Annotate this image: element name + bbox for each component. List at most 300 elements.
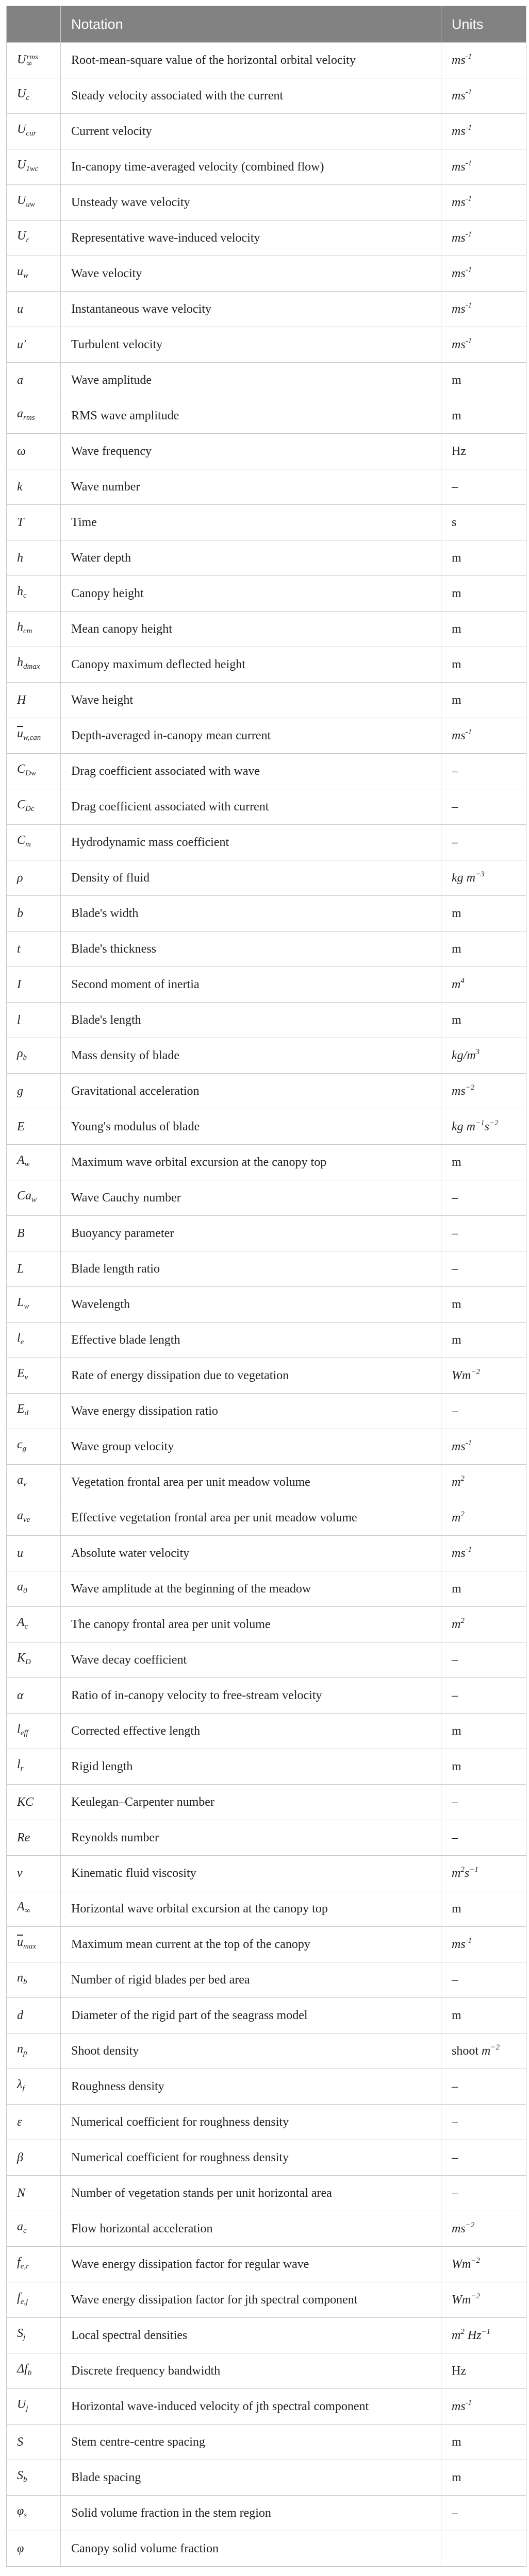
table-row xyxy=(7,896,526,931)
unit-exponent: -1 xyxy=(465,336,472,345)
symbol-cell xyxy=(7,2282,61,2318)
symbol-base: h xyxy=(17,655,23,669)
description-cell: Wave amplitude xyxy=(61,363,441,398)
symbol-cell xyxy=(7,2353,61,2389)
table-row xyxy=(7,860,526,896)
unit-base: – xyxy=(452,800,458,814)
symbol-base: l xyxy=(17,1722,21,1736)
symbol-base: a xyxy=(17,1509,23,1522)
symbol-subscript: d xyxy=(24,1409,29,1417)
unit-base: ms xyxy=(452,160,466,174)
unit-base: ms xyxy=(452,124,466,138)
symbol-cell xyxy=(7,1536,61,1571)
unit-cell xyxy=(441,576,526,612)
unit-base: m xyxy=(452,2435,461,2449)
unit-exponent: −1 xyxy=(469,1865,478,1874)
description-cell: Shoot density xyxy=(61,2033,441,2069)
symbol-subscript: D xyxy=(25,1657,31,1666)
table-row xyxy=(7,1642,526,1678)
unit-base: Wm xyxy=(452,1368,471,1382)
unit-cell xyxy=(441,1180,526,1216)
unit-base: – xyxy=(452,1404,458,1418)
symbol-base: A xyxy=(17,1615,25,1629)
description-cell: Water depth xyxy=(61,540,441,576)
symbol-base: Ca xyxy=(17,1189,32,1202)
unit-exponent: −1 xyxy=(475,1118,485,1127)
table-row xyxy=(7,2247,526,2282)
unit-cell xyxy=(441,931,526,967)
unit-base: m xyxy=(466,871,475,885)
symbol-base: f xyxy=(17,2291,21,2304)
symbol-subscript: uw xyxy=(26,200,35,209)
symbol-base: B xyxy=(17,1226,25,1240)
symbol-subscript: w,can xyxy=(23,733,41,742)
symbol-subscript: 1wc xyxy=(26,164,39,173)
symbol-base: S xyxy=(17,2435,23,2449)
description-cell: Absolute water velocity xyxy=(61,1536,441,1571)
description-cell: Instantaneous wave velocity xyxy=(61,292,441,327)
table-row xyxy=(7,505,526,540)
unit-base: s xyxy=(484,1120,489,1133)
symbol-subscript: r xyxy=(20,1764,24,1773)
symbol-cell xyxy=(7,2318,61,2353)
description-cell: Canopy maximum deflected height xyxy=(61,647,441,683)
unit-base: – xyxy=(452,2506,458,2520)
unit-cell xyxy=(441,505,526,540)
unit-cell xyxy=(441,1109,526,1145)
table-row xyxy=(7,1145,526,1180)
description-cell: Roughness density xyxy=(61,2069,441,2105)
unit-exponent: 2 xyxy=(460,1510,465,1518)
unit-base: m xyxy=(452,2470,461,2484)
symbol-base: S xyxy=(17,2468,23,2482)
unit-exponent: 2 xyxy=(460,1865,465,1874)
unit-cell xyxy=(441,2496,526,2531)
description-cell: Wave group velocity xyxy=(61,1429,441,1465)
table-row xyxy=(7,292,526,327)
unit-cell xyxy=(441,1714,526,1749)
unit-base: ms xyxy=(452,337,466,351)
unit-cell xyxy=(441,860,526,896)
description-cell: Wavelength xyxy=(61,1287,441,1323)
symbol-subscript: g xyxy=(22,1444,27,1453)
description-cell: Second moment of inertia xyxy=(61,967,441,1003)
unit-cell xyxy=(441,2033,526,2069)
unit-exponent: −1 xyxy=(481,2327,491,2336)
unit-cell xyxy=(441,789,526,825)
symbol-cell xyxy=(7,825,61,860)
symbol-base: a xyxy=(17,1580,23,1594)
symbol-subscript: w xyxy=(31,1195,37,1204)
symbol-base: β xyxy=(17,2150,23,2164)
symbol-cell xyxy=(7,221,61,256)
unit-base: m xyxy=(452,1333,461,1347)
symbol-cell xyxy=(7,1642,61,1678)
symbol-cell xyxy=(7,149,61,185)
description-cell: Depth-averaged in-canopy mean current xyxy=(61,718,441,754)
symbol-subscript: max xyxy=(23,1942,36,1951)
table-row xyxy=(7,43,526,78)
symbol-base: S xyxy=(17,2326,23,2340)
unit-cell xyxy=(441,1536,526,1571)
description-cell: Reynolds number xyxy=(61,1820,441,1856)
symbol-subscript: w xyxy=(24,1302,29,1311)
unit-base: m xyxy=(452,977,461,991)
unit-base: ms xyxy=(452,53,466,67)
symbol-base: u xyxy=(17,264,23,278)
symbol-base: $\overline{u}$ xyxy=(17,1935,23,1949)
table-row xyxy=(7,931,526,967)
symbol-base: U xyxy=(17,87,26,100)
description-cell: Blade's length xyxy=(61,1003,441,1038)
table-row xyxy=(7,2353,526,2389)
unit-base: – xyxy=(452,1973,458,1987)
symbol-cell xyxy=(7,43,61,78)
description-cell: Numerical coefficient for roughness density xyxy=(61,2140,441,2176)
unit-cell xyxy=(441,1251,526,1287)
unit-base: m xyxy=(452,693,461,707)
symbol-base: ρ xyxy=(17,871,23,885)
table-row xyxy=(7,576,526,612)
table-row xyxy=(7,1465,526,1500)
unit-exponent: −2 xyxy=(465,2221,475,2229)
symbol-cell xyxy=(7,1607,61,1642)
unit-cell xyxy=(441,1998,526,2033)
unit-base: m xyxy=(482,2044,491,2058)
symbol-scripts xyxy=(26,54,38,67)
unit-base: ms xyxy=(452,1439,466,1453)
symbol-base: φ xyxy=(17,2504,24,2518)
unit-base: s xyxy=(464,1866,470,1880)
symbol-subscript: c xyxy=(23,591,27,600)
unit-base: m xyxy=(452,1475,461,1489)
symbol-subscript: e xyxy=(20,1337,24,1346)
description-cell: Maximum wave orbital excursion at the canopy top xyxy=(61,1145,441,1180)
symbol-cell xyxy=(7,398,61,434)
unit-cell xyxy=(441,185,526,221)
table-row xyxy=(7,1287,526,1323)
unit-exponent: -1 xyxy=(465,1936,472,1945)
unit-cell xyxy=(441,1820,526,1856)
symbol-subscript: b xyxy=(27,2368,32,2377)
symbol-base: U xyxy=(17,2397,26,2411)
symbol-base: $\overline{u}$ xyxy=(17,726,23,740)
description-cell: Root-mean-square value of the horizontal orbital velocity xyxy=(61,43,441,78)
symbol-cell xyxy=(7,114,61,149)
unit-cell xyxy=(441,469,526,505)
unit-cell xyxy=(441,1216,526,1251)
table-row xyxy=(7,1820,526,1856)
unit-base: m xyxy=(452,551,461,565)
unit-base: Hz xyxy=(452,2364,466,2378)
unit-base: – xyxy=(452,764,458,778)
unit-cell xyxy=(441,1962,526,1998)
unit-exponent: -1 xyxy=(465,230,472,239)
description-cell: Wave decay coefficient xyxy=(61,1642,441,1678)
symbol-subscript: f xyxy=(22,2084,25,2093)
symbol-cell xyxy=(7,505,61,540)
symbol-cell xyxy=(7,2176,61,2211)
unit-base: m xyxy=(452,1866,461,1880)
description-cell: Wave amplitude at the beginning of the meadow xyxy=(61,1571,441,1607)
symbol-cell xyxy=(7,1287,61,1323)
table-row xyxy=(7,2140,526,2176)
unit-base: – xyxy=(452,1226,458,1240)
table-row xyxy=(7,1109,526,1145)
unit-base: ms xyxy=(452,89,466,103)
symbol-cell xyxy=(7,896,61,931)
unit-cell xyxy=(441,2176,526,2211)
symbol-base: U xyxy=(17,53,26,67)
unit-base: m xyxy=(452,1617,461,1631)
symbol-cell xyxy=(7,1856,61,1891)
unit-cell xyxy=(441,43,526,78)
symbol-base: C xyxy=(17,798,26,811)
header-units: Units xyxy=(441,6,526,43)
table-row xyxy=(7,1891,526,1927)
symbol-subscript: v xyxy=(24,1373,28,1382)
unit-cell xyxy=(441,612,526,647)
symbol-cell xyxy=(7,612,61,647)
symbol-cell xyxy=(7,1785,61,1820)
unit-cell xyxy=(441,1394,526,1429)
symbol-base: C xyxy=(17,833,26,847)
table-row xyxy=(7,469,526,505)
table-row xyxy=(7,540,526,576)
symbol-base: A xyxy=(17,1900,25,1913)
unit-base: – xyxy=(452,1688,458,1702)
description-cell: Effective blade length xyxy=(61,1323,441,1358)
symbol-base: Re xyxy=(17,1831,30,1844)
symbol-cell xyxy=(7,1145,61,1180)
symbol-subscript: ∞ xyxy=(26,59,32,68)
unit-exponent: −2 xyxy=(489,1118,499,1127)
unit-cell xyxy=(441,434,526,469)
symbol-subscript: w xyxy=(24,1160,30,1168)
unit-exponent: -1 xyxy=(465,159,472,167)
table-row xyxy=(7,2318,526,2353)
table-row xyxy=(7,2460,526,2496)
unit-base: m xyxy=(452,2328,461,2342)
header-row xyxy=(7,6,526,43)
symbol-cell xyxy=(7,683,61,718)
symbol-base: L xyxy=(17,1262,24,1276)
unit-cell xyxy=(441,149,526,185)
symbol-cell xyxy=(7,2425,61,2460)
description-cell: Density of fluid xyxy=(61,860,441,896)
table-row xyxy=(7,612,526,647)
symbol-subscript: Dc xyxy=(25,804,35,813)
symbol-cell xyxy=(7,78,61,114)
description-cell: Gravitational acceleration xyxy=(61,1074,441,1109)
description-cell: Diameter of the rigid part of the seagrass model xyxy=(61,1998,441,2033)
symbol-cell xyxy=(7,1998,61,2033)
symbol-base: L xyxy=(17,1295,24,1309)
unit-base: m xyxy=(452,1511,461,1524)
description-cell: Horizontal wave-induced velocity of jth spectral component xyxy=(61,2389,441,2425)
symbol-subscript: eff xyxy=(20,1728,28,1737)
symbol-cell xyxy=(7,2247,61,2282)
unit-base: m xyxy=(452,942,461,956)
symbol-subscript: c xyxy=(24,1622,28,1631)
table-row xyxy=(7,1536,526,1571)
unit-base: m xyxy=(452,1902,461,1916)
description-cell: Steady velocity associated with the current xyxy=(61,78,441,114)
symbol-cell xyxy=(7,256,61,292)
unit-cell xyxy=(441,2140,526,2176)
unit-cell xyxy=(441,1642,526,1678)
unit-base: ms xyxy=(452,266,466,280)
symbol-cell xyxy=(7,469,61,505)
table-row xyxy=(7,1749,526,1785)
table-row xyxy=(7,2389,526,2425)
symbol-cell xyxy=(7,185,61,221)
symbol-cell xyxy=(7,1038,61,1074)
symbol-base: A xyxy=(17,1153,25,1167)
table-row xyxy=(7,327,526,363)
table-row xyxy=(7,1003,526,1038)
table-row xyxy=(7,185,526,221)
description-cell: Vegetation frontal area per unit meadow volume xyxy=(61,1465,441,1500)
unit-cell xyxy=(441,1358,526,1394)
unit-exponent: -1 xyxy=(465,2398,472,2407)
symbol-base: g xyxy=(17,1084,23,1098)
unit-base: ms xyxy=(452,728,466,742)
table-row xyxy=(7,2033,526,2069)
symbol-subscript: rms xyxy=(23,413,35,422)
unit-base: m xyxy=(466,1120,475,1133)
unit-base: kg xyxy=(452,871,467,885)
symbol-subscript: w xyxy=(23,271,29,280)
symbol-base: N xyxy=(17,2186,26,2200)
unit-base: ms xyxy=(452,1937,466,1951)
table-row xyxy=(7,1038,526,1074)
symbol-base: I xyxy=(17,977,21,991)
symbol-base: U xyxy=(17,229,26,243)
description-cell: Buoyancy parameter xyxy=(61,1216,441,1251)
unit-exponent: 2 xyxy=(460,2327,465,2336)
symbol-cell xyxy=(7,1465,61,1500)
unit-cell xyxy=(441,896,526,931)
description-cell: Current velocity xyxy=(61,114,441,149)
unit-base: ms xyxy=(452,1546,466,1560)
symbol-cell xyxy=(7,860,61,896)
symbol-base: Δf xyxy=(17,2362,28,2376)
unit-cell xyxy=(441,1287,526,1323)
unit-exponent: −2 xyxy=(471,2256,480,2265)
table-body xyxy=(7,43,526,2567)
table-row xyxy=(7,967,526,1003)
symbol-subscript: b xyxy=(23,1977,27,1986)
unit-base: – xyxy=(452,835,458,849)
table-row xyxy=(7,1394,526,1429)
unit-base: m xyxy=(452,373,461,387)
symbol-cell xyxy=(7,1003,61,1038)
description-cell: Horizontal wave orbital excursion at the canopy top xyxy=(61,1891,441,1927)
symbol-cell xyxy=(7,1500,61,1536)
symbol-base: u xyxy=(17,1546,23,1560)
symbol-base: l xyxy=(17,1331,21,1345)
unit-base: m xyxy=(452,906,461,920)
description-cell: Corrected effective length xyxy=(61,1714,441,1749)
symbol-subscript: j xyxy=(23,2333,26,2342)
unit-exponent: -1 xyxy=(465,1545,472,1554)
unit-base: m xyxy=(452,1155,461,1169)
symbol-cell xyxy=(7,540,61,576)
unit-base: m xyxy=(452,1582,461,1596)
unit-base: ms xyxy=(452,231,466,245)
table-row xyxy=(7,1323,526,1358)
description-cell: Wave energy dissipation factor for jth spectral component xyxy=(61,2282,441,2318)
symbol-subscript: cm xyxy=(23,626,32,635)
symbol-cell xyxy=(7,1180,61,1216)
unit-base: ms xyxy=(452,195,466,209)
symbol-cell xyxy=(7,2033,61,2069)
unit-base: s xyxy=(452,515,457,529)
symbol-cell xyxy=(7,1714,61,1749)
table-row xyxy=(7,789,526,825)
symbol-cell xyxy=(7,967,61,1003)
description-cell: Time xyxy=(61,505,441,540)
table-row xyxy=(7,1998,526,2033)
table-row xyxy=(7,2496,526,2531)
unit-cell xyxy=(441,683,526,718)
unit-base: ms xyxy=(452,2222,466,2235)
symbol-cell xyxy=(7,647,61,683)
unit-base: m xyxy=(452,657,461,671)
description-cell: Wave energy dissipation ratio xyxy=(61,1394,441,1429)
unit-base: – xyxy=(452,2186,458,2200)
unit-base: – xyxy=(452,2115,458,2129)
table-row xyxy=(7,363,526,398)
unit-base: – xyxy=(452,2150,458,2164)
description-cell: Canopy height xyxy=(61,576,441,612)
table-row xyxy=(7,78,526,114)
unit-cell xyxy=(441,1465,526,1500)
unit-cell xyxy=(441,114,526,149)
symbol-cell xyxy=(7,1820,61,1856)
unit-exponent: -1 xyxy=(465,123,472,132)
unit-base: m xyxy=(452,2008,461,2022)
symbol-subscript: Dw xyxy=(25,769,36,777)
symbol-base: KC xyxy=(17,1795,34,1809)
header-notation: Notation xyxy=(61,6,441,43)
symbol-base: φ xyxy=(17,2541,24,2555)
table-row xyxy=(7,398,526,434)
symbol-cell xyxy=(7,434,61,469)
table-row xyxy=(7,1571,526,1607)
symbol-cell xyxy=(7,1074,61,1109)
unit-base: shoot xyxy=(452,2044,482,2058)
unit-base: kg xyxy=(452,1120,467,1133)
description-cell: Effective vegetation frontal area per unit meadow volume xyxy=(61,1500,441,1536)
table-row xyxy=(7,1500,526,1536)
symbol-cell xyxy=(7,576,61,612)
description-cell: Canopy solid volume fraction xyxy=(61,2531,441,2567)
description-cell: Blade spacing xyxy=(61,2460,441,2496)
symbol-base: b xyxy=(17,906,23,920)
symbol-cell xyxy=(7,1571,61,1607)
table-row xyxy=(7,1927,526,1962)
symbol-cell xyxy=(7,2069,61,2105)
symbol-base: h xyxy=(17,584,23,598)
table-row xyxy=(7,1714,526,1749)
symbol-base: t xyxy=(17,942,21,956)
unit-cell xyxy=(441,2318,526,2353)
description-cell: Numerical coefficient for roughness density xyxy=(61,2105,441,2140)
description-cell: Drag coefficient associated with current xyxy=(61,789,441,825)
unit-cell xyxy=(441,1429,526,1465)
